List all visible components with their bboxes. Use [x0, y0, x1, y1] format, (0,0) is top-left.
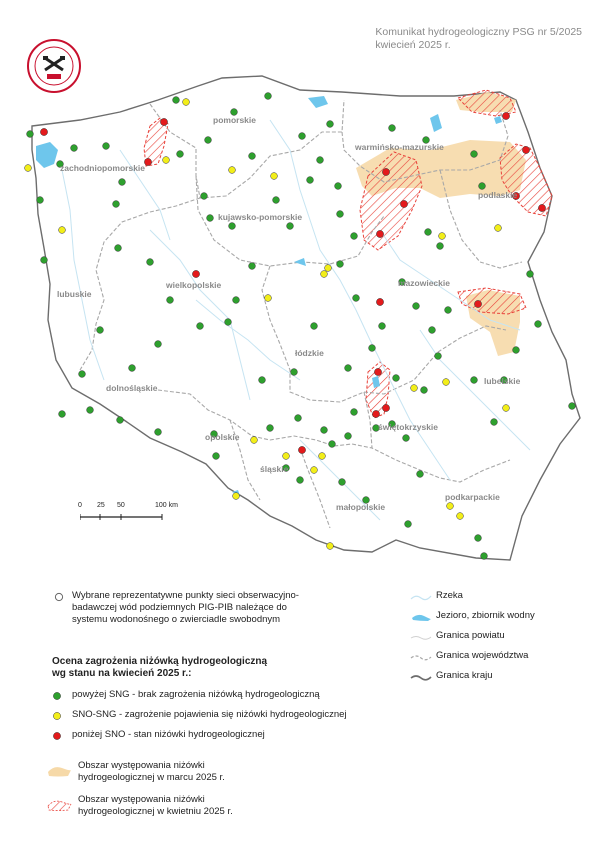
point-green [103, 143, 110, 150]
point-red [298, 446, 305, 453]
point-green [351, 233, 358, 240]
point-green [329, 441, 336, 448]
point-green [155, 429, 162, 436]
point-green [413, 303, 420, 310]
point-green [273, 197, 280, 204]
point-green [173, 97, 180, 104]
scale-tick-25: 25 [97, 502, 105, 509]
point-yellow [265, 295, 272, 302]
point-yellow [59, 227, 66, 234]
point-green [311, 323, 318, 330]
legend-april-area-1: Obszar występowania niżówki [78, 794, 205, 805]
point-green [535, 321, 542, 328]
country-border-icon [410, 672, 432, 682]
legend-march-area-2: hydrogeologicznej w marcu 2025 r. [78, 772, 225, 783]
report-date: kwiecień 2025 r. [375, 39, 451, 51]
point-green [79, 371, 86, 378]
point-green [435, 353, 442, 360]
point-green [569, 403, 576, 410]
region-label-lubuskie: lubuskie [57, 289, 92, 299]
point-red [382, 168, 389, 175]
point-red [372, 410, 379, 417]
point-green [115, 245, 122, 252]
county-border-icon [410, 632, 432, 642]
legend-red-label: poniżej SNO - stan niżówki hydrogeologicznej [72, 729, 265, 740]
voivodeship-border-icon [410, 652, 432, 662]
point-green [417, 471, 424, 478]
point-green [59, 411, 66, 418]
legend-kraj: Granica kraju [436, 670, 493, 681]
point-yellow [251, 437, 258, 444]
point-green [437, 243, 444, 250]
point-green [337, 211, 344, 218]
yellow-point-icon [52, 711, 62, 721]
point-green [155, 341, 162, 348]
point-green [207, 215, 214, 222]
point-green [71, 145, 78, 152]
point-green [389, 125, 396, 132]
point-yellow [233, 493, 240, 500]
point-green [335, 183, 342, 190]
region-label-wielkopolskie: wielkopolskie [166, 280, 222, 290]
legend-yellow-label: SNO-SNG - zagrożenie pojawienia się niżówki hydrogeologicznej [72, 709, 347, 720]
region-label-lodzkie: łódzkie [295, 348, 324, 358]
point-green [307, 177, 314, 184]
point-green [129, 365, 136, 372]
point-green [337, 261, 344, 268]
point-yellow [495, 225, 502, 232]
hollow-point-icon [54, 592, 64, 602]
point-yellow [439, 233, 446, 240]
point-green [225, 319, 232, 326]
point-yellow [163, 157, 170, 164]
point-yellow [457, 513, 464, 520]
point-red [400, 200, 407, 207]
legend-assessment-title-2: wg stanu na kwiecień 2025 r.: [52, 668, 192, 679]
point-yellow [319, 453, 326, 460]
point-yellow [229, 167, 236, 174]
point-green [117, 417, 124, 424]
point-red [40, 128, 47, 135]
point-yellow [443, 379, 450, 386]
scale-bar-graphic [80, 514, 164, 520]
scale-tick-50: 50 [117, 502, 125, 509]
point-green [41, 257, 48, 264]
point-yellow [271, 173, 278, 180]
point-green [295, 415, 302, 422]
point-green [97, 327, 104, 334]
point-yellow [447, 503, 454, 510]
point-green [403, 435, 410, 442]
point-red [376, 230, 383, 237]
point-green [37, 197, 44, 204]
green-point-icon [52, 691, 62, 701]
point-green [481, 553, 488, 560]
point-yellow [311, 467, 318, 474]
point-green [233, 297, 240, 304]
legend-wojewodztwo: Granica województwa [436, 650, 529, 661]
point-green [287, 223, 294, 230]
point-green [445, 307, 452, 314]
red-point-icon [52, 731, 62, 741]
point-green [479, 183, 486, 190]
region-label-lubelskie: lubelskie [484, 376, 521, 386]
legend-powiat: Granica powiatu [436, 630, 505, 641]
point-green [177, 151, 184, 158]
legend-rzeka: Rzeka [436, 590, 463, 601]
region-label-pomorskie: pomorskie [213, 115, 256, 125]
point-green [471, 377, 478, 384]
point-red [192, 270, 199, 277]
point-yellow [183, 99, 190, 106]
point-green [345, 365, 352, 372]
point-green [393, 375, 400, 382]
point-green [297, 477, 304, 484]
point-green [339, 479, 346, 486]
river-icon [410, 592, 432, 602]
region-label-kujawsko-pomorskie: kujawsko-pomorskie [218, 212, 303, 222]
region-label-malopolskie: małopolskie [336, 502, 386, 512]
point-yellow [503, 405, 510, 412]
point-green [167, 297, 174, 304]
region-label-zachodniopomorskie: zachodniopomorskie [60, 163, 146, 173]
point-green [471, 151, 478, 158]
lake-icon [410, 612, 432, 622]
point-red [144, 158, 151, 165]
point-yellow [321, 271, 328, 278]
point-green [259, 377, 266, 384]
point-green [249, 263, 256, 270]
legend-april-area-2: hydrogeologicznej w kwietniu 2025 r. [78, 806, 233, 817]
region-label-opolskie: opolskie [205, 432, 240, 442]
point-green [421, 387, 428, 394]
point-red [382, 404, 389, 411]
point-green [229, 223, 236, 230]
legend [46, 590, 566, 830]
point-yellow [25, 165, 32, 172]
point-green [327, 121, 334, 128]
point-red [522, 146, 529, 153]
region-label-mazowieckie: mazowieckie [398, 278, 450, 288]
point-yellow [325, 265, 332, 272]
point-green [147, 259, 154, 266]
point-green [197, 323, 204, 330]
point-green [87, 407, 94, 414]
point-green [213, 453, 220, 460]
point-green [475, 535, 482, 542]
point-green [267, 425, 274, 432]
point-green [317, 157, 324, 164]
scale-tick-100: 100 km [155, 502, 178, 509]
point-yellow [283, 453, 290, 460]
legend-green-label: powyżej SNG - brak zagrożenia niżówką hydrogeologiczną [72, 689, 320, 700]
region-label-swietokrzyskie: świętokrzyskie [378, 422, 439, 432]
point-green [265, 93, 272, 100]
point-red [376, 298, 383, 305]
point-green [353, 295, 360, 302]
point-green [513, 347, 520, 354]
point-green [113, 201, 120, 208]
report-title: Komunikat hydrogeologiczny PSG nr 5/2025 [375, 26, 582, 38]
scale-tick-0: 0 [78, 502, 82, 509]
region-label-warminsko-mazurskie: warmińsko-mazurskie [355, 142, 444, 152]
legend-march-area-1: Obszar występowania niżówki [78, 760, 205, 771]
region-label-dolnoslaskie: dolnośląskie [106, 383, 158, 393]
point-red [374, 368, 381, 375]
march-area-icon [46, 764, 72, 778]
point-green [201, 193, 208, 200]
point-green [425, 229, 432, 236]
point-green [429, 327, 436, 334]
point-green [205, 137, 212, 144]
point-green [527, 271, 534, 278]
point-yellow [327, 543, 334, 550]
point-red [502, 112, 509, 119]
region-label-podkarpackie: podkarpackie [445, 492, 500, 502]
point-green [299, 133, 306, 140]
point-green [369, 345, 376, 352]
legend-jezioro: Jezioro, zbiornik wodny [436, 610, 535, 621]
point-green [345, 433, 352, 440]
point-green [291, 369, 298, 376]
point-green [405, 521, 412, 528]
point-red [538, 204, 545, 211]
point-green [119, 179, 126, 186]
april-area-icon [46, 798, 72, 812]
scale-bar [78, 502, 188, 526]
point-green [321, 427, 328, 434]
point-green [351, 409, 358, 416]
region-label-slaskie: śląskie [260, 464, 289, 474]
point-red [160, 118, 167, 125]
point-green [379, 323, 386, 330]
point-green [27, 131, 34, 138]
legend-assessment-title-1: Ocena zagrożenia niżówką hydrogeologiczną [52, 656, 268, 667]
point-green [491, 419, 498, 426]
legend-points-label: Wybrane reprezentatywne punkty sieci obserwacyjno-badawczej wód podziemnych PIG-PIB należące do systemu wodonośnego o zwierciadle swobodnym [72, 590, 299, 625]
point-yellow [411, 385, 418, 392]
point-green [249, 153, 256, 160]
point-red [474, 300, 481, 307]
region-label-podlaskie: podlaskie [478, 190, 518, 200]
